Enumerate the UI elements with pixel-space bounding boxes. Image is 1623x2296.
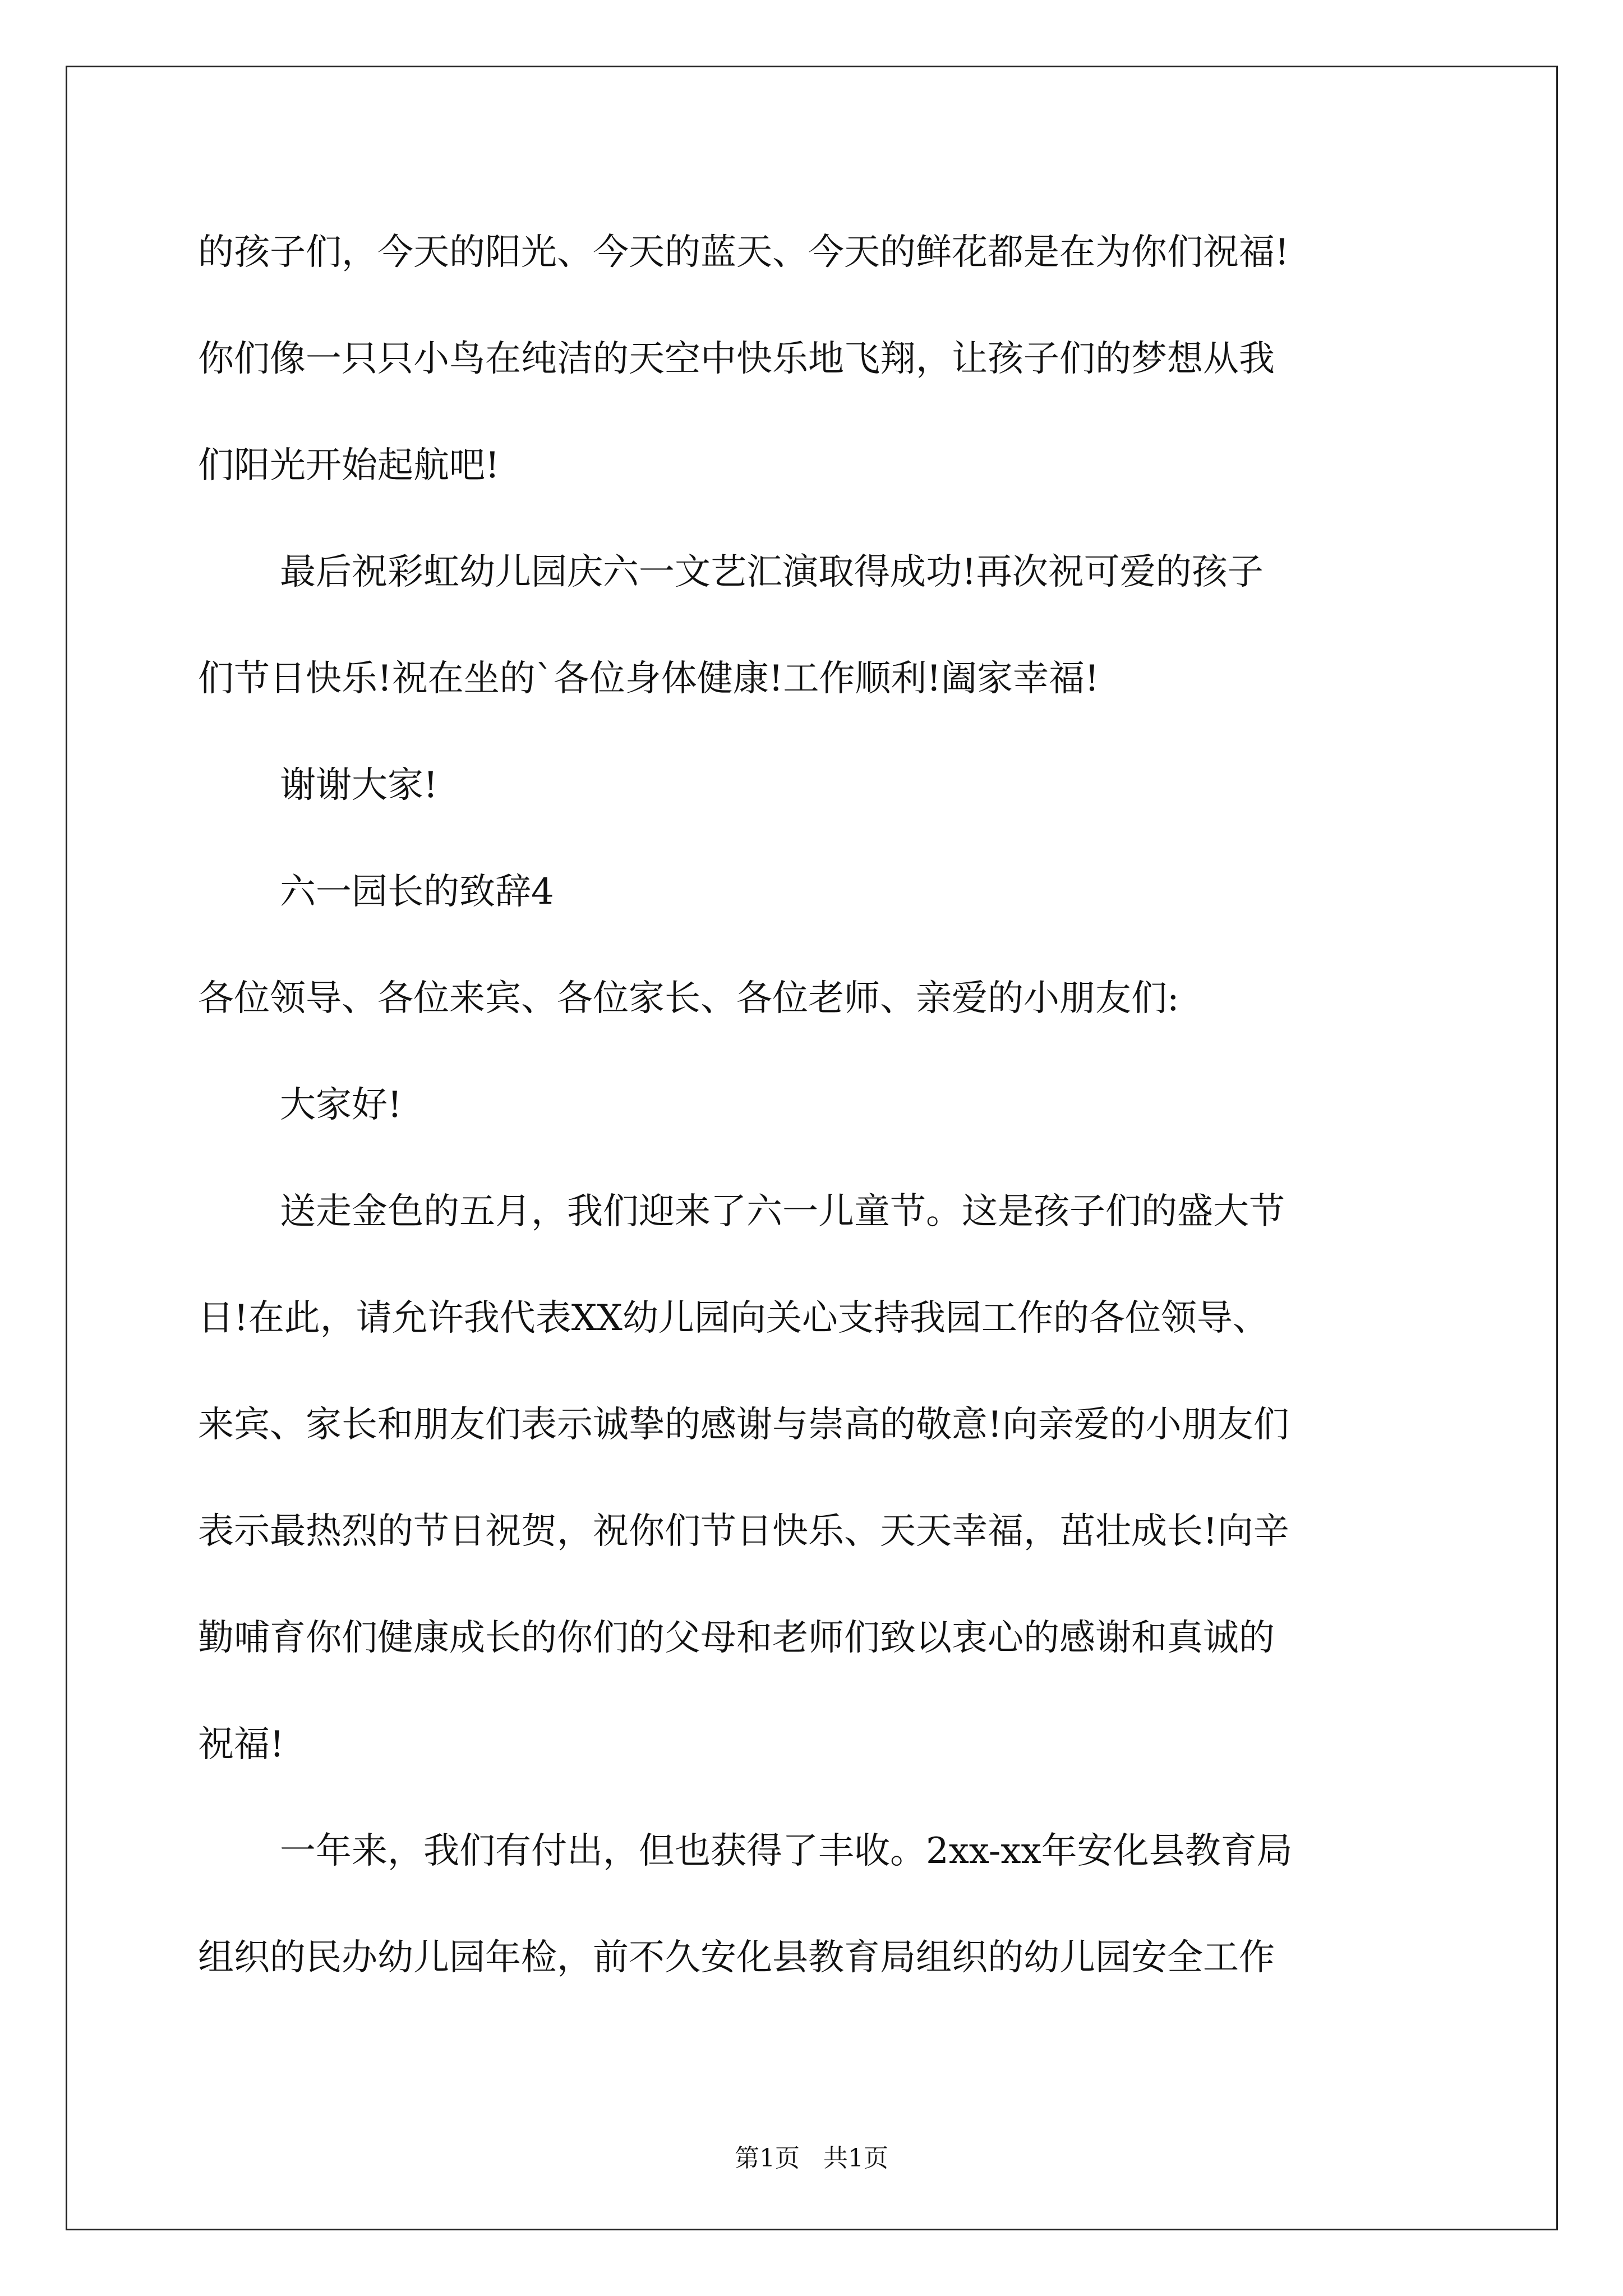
page-footer: 第1页 共1页 (735, 2144, 888, 2173)
text-line: 祝福! (198, 1724, 284, 1765)
salutation: 各位领导、各位来宾、各位家长、各位老师、亲爱的小朋友们: (198, 978, 1179, 1019)
text-line: 的孩子们，今天的阳光、今天的蓝天、今天的鲜花都是在为你们祝福! (198, 232, 1289, 273)
text-line: 勤哺育你们健康成长的你们的父母和老师们致以衷心的感谢和真诚的 (198, 1617, 1275, 1659)
text-line: 们节日快乐!祝在坐的`各位身体健康!工作顺利!阖家幸福! (198, 658, 1099, 700)
document-body (198, 199, 1432, 2011)
text-line: 大家好! (280, 1084, 402, 1126)
section-heading: 六一园长的致辞4 (280, 871, 554, 913)
text-line: 谢谢大家! (280, 765, 438, 806)
text-line: 你们像一只只小鸟在纯洁的天空中快乐地飞翔，让孩子们的梦想从我 (198, 338, 1275, 380)
text-line: 组织的民办幼儿园年检，前不久安化县教育局组织的幼儿园安全工作 (198, 1937, 1275, 1978)
text-line: 最后祝彩虹幼儿园庆六一文艺汇演取得成功!再次祝可爱的孩子 (280, 551, 1264, 593)
text-line: 来宾、家长和朋友们表示诚挚的感谢与崇高的敬意!向亲爱的小朋友们 (198, 1404, 1289, 1446)
text-line: 送走金色的五月，我们迎来了六一儿童节。这是孩子们的盛大节 (280, 1191, 1285, 1232)
text-line: 一年来，我们有付出，但也获得了丰收。2xx-xx年安化县教育局 (280, 1830, 1293, 1872)
text-line: 们阳光开始起航吧! (198, 445, 500, 486)
text-line: 日!在此，请允许我代表XX幼儿园向关心支持我园工作的各位领导、 (198, 1297, 1269, 1339)
text-line: 表示最热烈的节日祝贺，祝你们节日快乐、天天幸福，茁壮成长!向辛 (198, 1511, 1289, 1552)
